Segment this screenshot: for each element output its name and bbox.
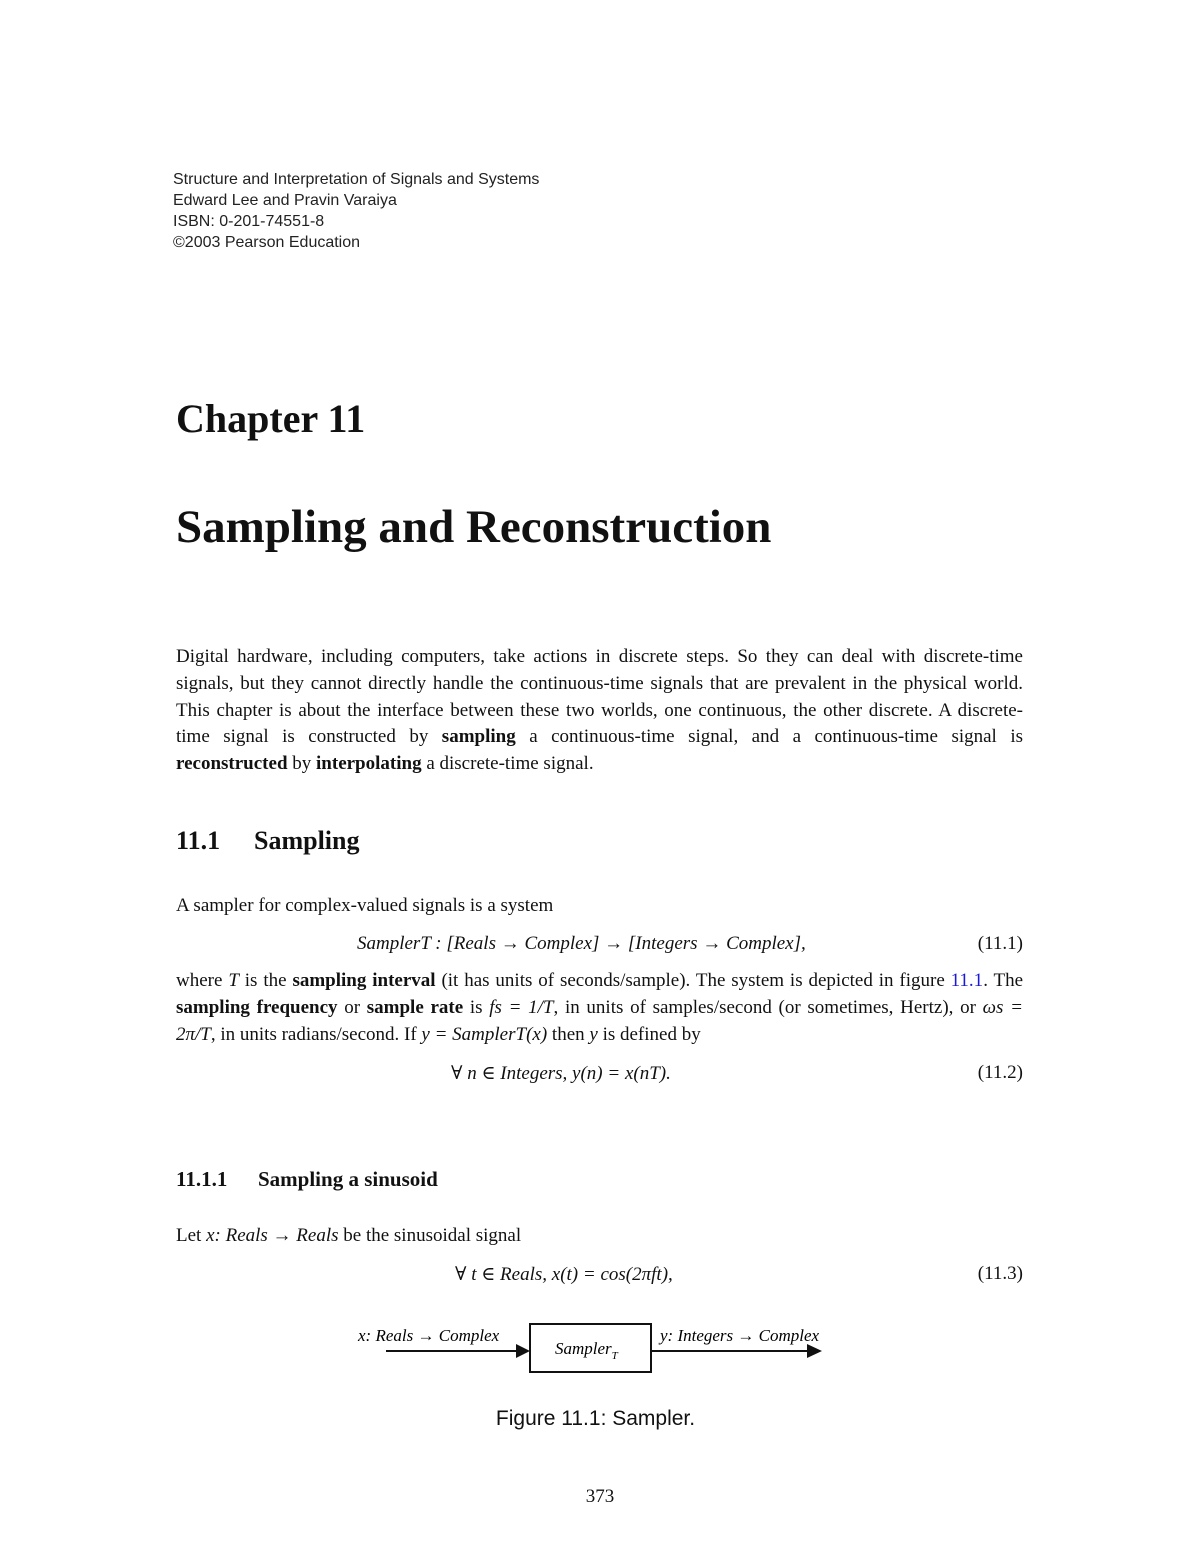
term-interpolating: interpolating [316,753,422,775]
input-arrowhead [516,1344,530,1358]
equation-number-11-1: (11.1) [977,933,1023,954]
intro-paragraph: Digital hardware, including computers, take actions in discrete steps. So they can deal with discrete-time signals, but they cannot directly handle the continuous-time signals that are prevalent in the physical world. This chapter is about the interface between these two worlds, one continuous, the other discrete. A discrete-time signal is constructed by sampling a continuous-time signal, and a continuous-time signal is reconstructed by interpolating a discrete-time signal. [176,646,1023,775]
authors: Edward Lee and Pravin Varaiya [173,192,397,209]
output-arrowhead [807,1344,822,1358]
output-signal-label: y: Integers → Complex [660,1326,820,1345]
section-lead: A sampler for complex-valued signals is a system [176,895,554,916]
figure-caption: Figure 11.1: Sampler. [495,1407,696,1430]
chapter-title: Sampling and Reconstruction [176,501,772,553]
subsection-lead: Let x: Reals → Reals be the sinusoidal signal [176,1225,522,1246]
book-title: Structure and Interpretation of Signals and Systems [173,171,540,188]
isbn: ISBN: 0-201-74551-8 [173,213,325,230]
term-reconstructed: reconstructed [176,753,288,775]
copyright: ©2003 Pearson Education [173,234,361,251]
equation-11-3: ∀ t ∈ Reals, x(t) = cos(2πft), [455,1264,673,1285]
sampler-box-label: Sampler$_T$ [555,1339,618,1362]
equation-number-11-3: (11.3) [977,1263,1023,1284]
equation-11-1: SamplerT : [Reals → Complex] → [Integers → Complex], [357,933,806,954]
equation-11-2: ∀ n ∈ Integers, y(n) = x(nT). [451,1063,671,1084]
equation-number-11-2: (11.2) [977,1062,1023,1083]
subsection-heading: 11.1.1 Sampling a sinusoid [176,1167,438,1191]
section-heading: 11.1 Sampling [176,826,360,855]
page-number: 373 [585,1486,615,1507]
section-body-paragraph: where T is the sampling interval (it has units of seconds/sample). The system is depicted in figure 11.1. The sampling frequency or sample rate is fs = 1/T, in units of samples/second (or sometimes, Hertz), or ωs = 2π/T, in units radians/second. If y = SamplerT(x) then y is defined by [176,970,1024,1045]
input-signal-label: x: Reals → Complex [358,1326,500,1345]
figure-reference-link[interactable]: 11.1 [950,970,984,991]
term-sampling: sampling [441,726,516,748]
chapter-label: Chapter 11 [176,396,366,441]
